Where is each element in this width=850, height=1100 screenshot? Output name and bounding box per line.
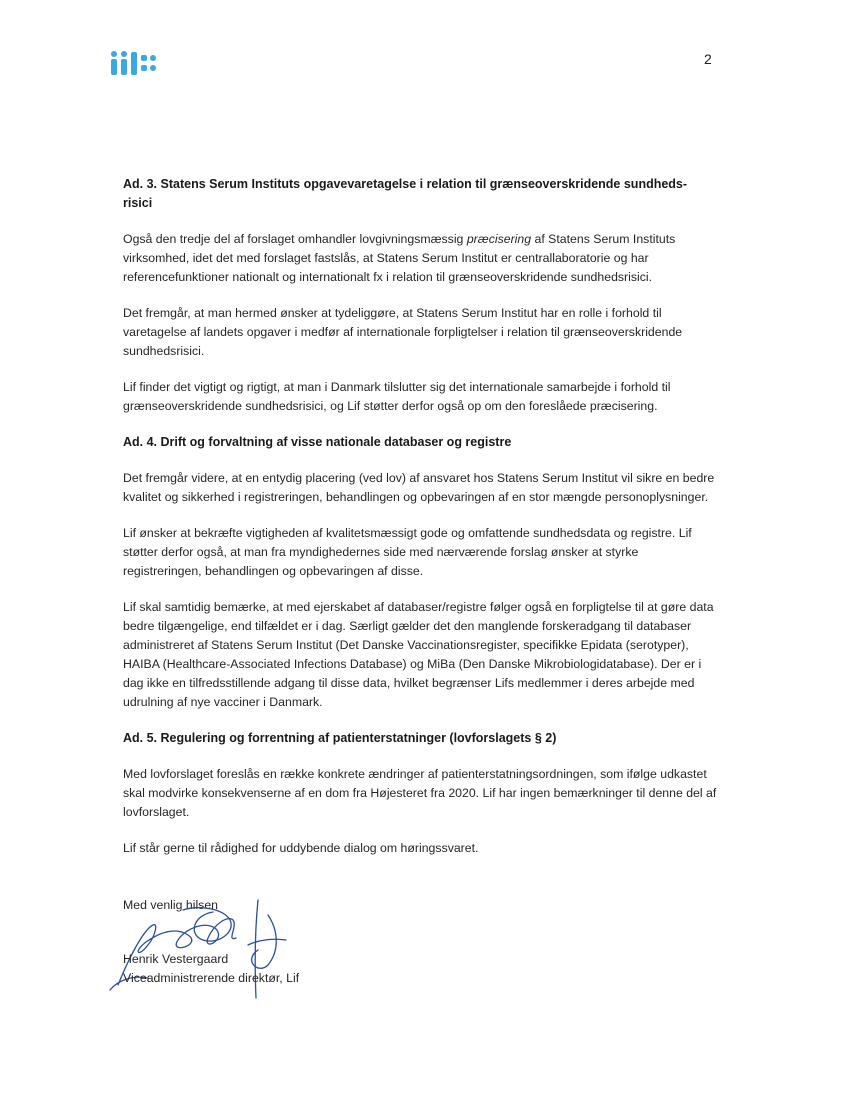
signature-block (108, 890, 428, 1010)
section-heading-ad5: Ad. 5. Regulering og forrentning af patienterstatninger (lovforslagets § 2) (123, 731, 557, 745)
paragraph: Det fremgår, at man hermed ønsker at tydeliggøre, at Statens Serum Institut har en rolle i forhold til varetagelse af landets opgaver i medfør af internationale forpligtelser i relation til grænseoverskridende sundhedsrisici. (123, 306, 683, 358)
paragraph: Lif står gerne til rådighed for uddybende dialog om høringssvaret. (123, 841, 479, 855)
lif-logo (110, 50, 160, 80)
section-heading-ad3: Ad. 3. Statens Serum Instituts opgavevaretagelse i relation til grænseoverskridende sundheds- risici (123, 177, 688, 210)
section-heading-ad4: Ad. 4. Drift og forvaltning af visse nationale databaser og registre (123, 435, 512, 449)
letter-body (123, 175, 720, 875)
paragraph: Lif ønsker at bekræfte vigtigheden af kvalitetsmæssigt gode og omfattende sundhedsdata og registre. Lif støtter derfor også, at man fra myndighedernes side med nærværende forslag ønsker at styrke registreringen, behandlingen og opbevaringen af disse. (123, 526, 692, 578)
paragraph: Lif finder det vigtigt og rigtigt, at man i Danmark tilslutter sig det internationale samarbejde i forhold til grænseoverskridende sundhedsrisici, og Lif støtter derfor også op om den foreslåede præcisering. (123, 380, 671, 413)
signer-name: Henrik Vestergaard (123, 952, 229, 966)
paragraph-text: af Statens Serum Instituts virksomhed, idet det med forslaget fastslås, at Statens Serum Institut er centrallaboratorie og har referencefunktioner nationalt og internationalt fx i relation til grænseoverskridende sundhedsrisici. (123, 232, 676, 284)
paragraph (123, 230, 720, 287)
paragraph: Lif skal samtidig bemærke, at med ejerskabet af databaser/registre følger også en forpligtelse til at gøre data bedre tilgængelige, end tilfældet er i dag. Særligt gælder det den manglende forskeradgang til databaser administreret af Statens Serum Institut (Det Danske Vaccinationsregister, specifikke Epidata (serotyper), HAIBA (Healthcare-Associated Infections Database) og MiBa (Den Danske Mikrobiologidatabase). Der er i dag ikke en tilfredsstillende adgang til disse data, hvilket begrænser Lifs medlemmer i deres arbejde med udrulning af nye vacciner i Danmark. (123, 600, 714, 709)
handwritten-signature-icon (108, 890, 308, 1005)
closing-text: Med venlig hilsen (123, 898, 219, 912)
emphasized-word: præcisering (466, 232, 532, 246)
lif-logo-icon (110, 50, 160, 80)
paragraph: Det fremgår videre, at en entydig placering (ved lov) af ansvaret hos Statens Serum Institut vil sikre en bedre kvalitet og sikkerhed i registreringen, behandlingen og opbevaringen af en stor mængde personoplysninger. (123, 471, 715, 504)
page-number: 2 (704, 51, 712, 67)
paragraph: Med lovforslaget foreslås en række konkrete ændringer af patienterstatningsordningen, som ifølge udkastet skal modvirke konsekvenserne af en dom fra Højesteret fra 2020. Lif har ingen bemærkninger til denne del af lovforslaget. (123, 767, 717, 819)
paragraph-text: Også den tredje del af forslaget omhandler lovgivningsmæssig (123, 232, 467, 246)
signer-title: Viceadministrerende direktør, Lif (123, 971, 300, 985)
